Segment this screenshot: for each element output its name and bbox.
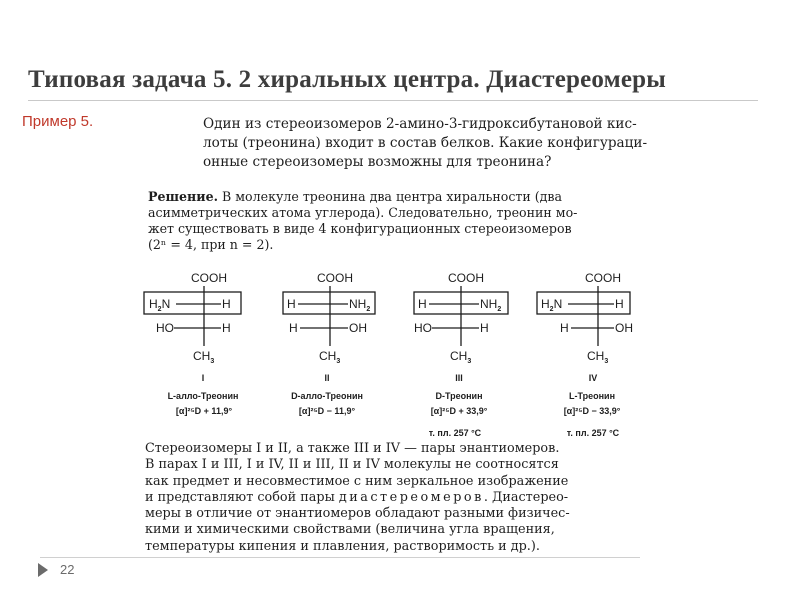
problem-line: Один из стереоизомеров 2-амино-3-гидроксибутановой кис- — [203, 116, 637, 132]
isomer-numeral: IV — [588, 373, 598, 383]
footer-divider — [40, 557, 640, 558]
h-label: H — [222, 321, 231, 335]
solution-label: Решение. — [148, 189, 218, 204]
play-arrow-icon — [38, 563, 48, 577]
conclusion-line: меры в отличие от энантиомеров обладают разными физичес- — [145, 506, 570, 522]
slide-title: Типовая задача 5. 2 хиральных центра. Диастереомеры — [28, 66, 666, 93]
h-label: H — [222, 297, 231, 311]
spaced-term: диастереомеров — [338, 489, 484, 505]
h-label: H — [418, 297, 427, 311]
fischer-projection-i — [144, 271, 241, 416]
ch3-label: $CH_3$ — [193, 349, 215, 365]
ch3-label: $CH_3$ — [450, 349, 472, 365]
ch3-label: $CH_3$ — [587, 349, 609, 365]
conclusion-line: температуры кипения и плавления, растворимость и др.). — [145, 538, 540, 554]
melting-point: т. пл. 257 °C — [566, 428, 620, 438]
fischer-projection-ii — [283, 271, 375, 416]
cooh-label: COOH — [317, 271, 353, 285]
solution-line: жет существовать в виде 4 конфигурационных стереоизомеров — [148, 221, 572, 236]
h-label: H — [480, 321, 489, 335]
specific-rotation: [α]²⁵D + 33,9° — [430, 406, 488, 416]
conclusion-line: как предмет и несовместимое с ним зеркальное изображение — [145, 473, 569, 489]
nh2-label: $NH_2$ — [349, 297, 371, 313]
solution-line: (2ⁿ = 4, при n = 2). — [148, 237, 274, 252]
oh-label: OH — [615, 321, 633, 335]
h-label: H — [560, 321, 569, 335]
conclusion-line: В парах I и III, I и IV, II и III, II и IV молекулы не соотносятся — [145, 457, 559, 473]
solution-line-rest: В молекуле треонина два центра хиральности (два — [218, 189, 563, 204]
example-label: Пример 5. — [22, 113, 94, 130]
specific-rotation: [α]²⁵D − 11,9° — [298, 406, 356, 416]
fischer-projection-iv — [537, 271, 633, 438]
page-number: 22 — [60, 562, 75, 577]
isomer-name: D-алло-Треонин — [291, 391, 363, 401]
h-label: H — [287, 297, 296, 311]
isomer-name: D-Треонин — [435, 391, 483, 401]
specific-rotation: [α]²⁵D − 33,9° — [563, 406, 621, 416]
isomer-numeral: I — [201, 373, 205, 383]
h2n-label: $H_2N$ — [149, 297, 171, 313]
h-label: H — [289, 321, 298, 335]
conclusion-text — [145, 441, 570, 555]
solution-line: асимметрических атома углерода). Следовательно, треонин мо- — [148, 205, 578, 220]
conclusion-line: Стереоизомеры I и II, а также III и IV — пары энантиомеров. — [145, 441, 560, 456]
cooh-label: COOH — [448, 271, 484, 285]
isomer-name: L-Треонин — [568, 391, 616, 401]
specific-rotation: [α]²⁵D + 11,9° — [175, 406, 233, 416]
melting-point: т. пл. 257 °C — [428, 428, 482, 438]
oh-label: OH — [349, 321, 367, 335]
problem-line: онные стереоизомеры возможны для треонина? — [203, 154, 552, 170]
isomer-name: L-алло-Треонин — [167, 391, 239, 401]
conclusion-line — [145, 490, 570, 506]
ho-label: HO — [156, 321, 174, 335]
conclusion-line-end: . Диастерео- — [483, 489, 569, 505]
conclusion-line-start: и представляют собой пары — [145, 489, 335, 505]
problem-line: лоты (треонина) входит в состав белков. Какие конфигураци- — [203, 135, 648, 151]
ch3-label: $CH_3$ — [319, 349, 341, 365]
h2n-label: $H_2N$ — [541, 297, 563, 313]
nh2-label: $NH_2$ — [480, 297, 502, 313]
ho-label: HO — [414, 321, 432, 335]
isomer-numeral: II — [324, 373, 330, 383]
conclusion-line: кими и химическими свойствами (величина угла вращения, — [145, 522, 555, 538]
isomer-numeral: III — [455, 373, 463, 383]
fischer-projection-iii — [414, 271, 508, 438]
cooh-label: COOH — [585, 271, 621, 285]
h-label: H — [615, 297, 624, 311]
cooh-label: COOH — [191, 271, 227, 285]
